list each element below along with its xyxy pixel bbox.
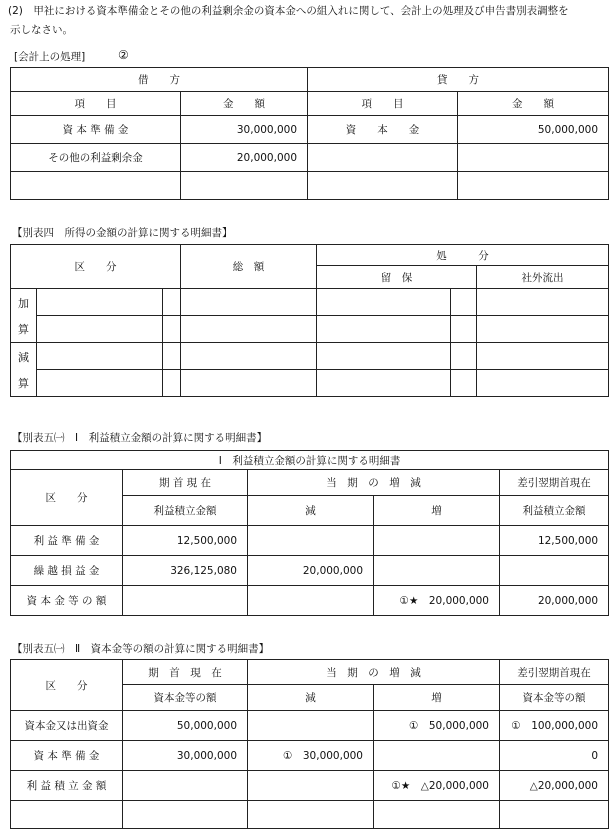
- cell: [181, 289, 317, 316]
- answer-mark: ②: [118, 48, 129, 62]
- cell: [248, 801, 374, 829]
- kubun-header: 区 分: [11, 660, 123, 711]
- table-row: [11, 116, 609, 144]
- debit-amount-header: 金 額: [181, 92, 308, 116]
- cell: [317, 316, 451, 343]
- begin-header-1: 期 首 現 在: [123, 470, 248, 496]
- decrease-header: 減: [248, 496, 374, 526]
- debit-item-header: 項 目: [11, 92, 181, 116]
- change-header: 当 期 の 増 減: [248, 660, 500, 685]
- cell: [163, 316, 181, 343]
- cell: 50,000,000: [458, 116, 609, 144]
- cell: 繰 越 損 益 金: [11, 556, 123, 586]
- cell: [181, 343, 317, 370]
- begin-header-1: 期 首 現 在: [123, 660, 248, 685]
- question-line-2: 示しなさい。: [10, 24, 73, 36]
- cell: [37, 289, 163, 316]
- cell: 12,500,000: [500, 526, 609, 556]
- cell: [451, 343, 477, 370]
- cell: 資 本 金: [308, 116, 458, 144]
- cell: [248, 711, 374, 741]
- cell: [248, 771, 374, 801]
- cell: [317, 289, 451, 316]
- ka-char-1: 加: [18, 296, 29, 310]
- increase-header: 増: [374, 685, 500, 711]
- cell: 0: [500, 741, 609, 771]
- cell: [11, 801, 123, 829]
- question-line-1: (2) 甲社における資本準備金とその他の利益剰余金の資本金への組入れに関して、会計上の処理及び申告書別表調整を: [8, 5, 569, 17]
- ryuho-header: 留 保: [317, 266, 477, 289]
- kubun-header: 区 分: [11, 245, 181, 289]
- cell: △20,000,000: [500, 771, 609, 801]
- cell: [500, 801, 609, 829]
- cell: [477, 343, 609, 370]
- accounting-table: [10, 67, 609, 200]
- cell: 30,000,000: [123, 741, 248, 771]
- cell: 資 本 準 備 金: [11, 116, 181, 144]
- end-header-2: 利益積立金額: [500, 496, 609, 526]
- cell: [123, 771, 248, 801]
- change-header: 当 期 の 増 減: [248, 470, 500, 496]
- cell: [181, 172, 308, 200]
- cell: [374, 801, 500, 829]
- shagai-header: 社外流出: [477, 266, 609, 289]
- shobun-header: 処 分: [317, 245, 609, 266]
- cell: [248, 586, 374, 616]
- cell: 50,000,000: [123, 711, 248, 741]
- table-row: [11, 343, 609, 370]
- cell: 12,500,000: [123, 526, 248, 556]
- cell: [248, 526, 374, 556]
- end-header-1: 差引翌期首現在: [500, 470, 609, 496]
- table-row: [11, 526, 609, 556]
- gen-char-1: 減: [18, 350, 29, 364]
- table-row: [11, 289, 609, 316]
- cell: [451, 289, 477, 316]
- cell: [317, 370, 451, 397]
- cell: [308, 144, 458, 172]
- cell: [37, 370, 163, 397]
- cell: [458, 144, 609, 172]
- cell: [163, 370, 181, 397]
- beppyo5-2-label: 【別表五㈠ Ⅱ 資本金等の額の計算に関する明細書】: [12, 643, 270, 655]
- cell: [123, 586, 248, 616]
- cell: [317, 343, 451, 370]
- credit-amount-header: 金 額: [458, 92, 609, 116]
- table-row: [11, 741, 609, 771]
- accounting-label: [会計上の処理]: [14, 51, 86, 63]
- cell: ①★ △20,000,000: [374, 771, 500, 801]
- cell: [500, 556, 609, 586]
- cell: [451, 316, 477, 343]
- cell: 利 益 準 備 金: [11, 526, 123, 556]
- table-row: [11, 801, 609, 829]
- cell: 20,000,000: [500, 586, 609, 616]
- kubun-header: 区 分: [11, 470, 123, 526]
- ka-char-2: 算: [18, 322, 29, 336]
- decrease-header: 減: [248, 685, 374, 711]
- cell: [374, 526, 500, 556]
- cell: [163, 343, 181, 370]
- cell: [37, 343, 163, 370]
- cell: ① 30,000,000: [248, 741, 374, 771]
- cell: 資本金又は出資金: [11, 711, 123, 741]
- table-row: [11, 172, 609, 200]
- cell: 20,000,000: [181, 144, 308, 172]
- credit-header: 貸 方: [308, 68, 609, 92]
- gen-char-2: 算: [18, 376, 29, 390]
- beppyo5-1-label: 【別表五㈠ Ⅰ 利益積立金額の計算に関する明細書】: [12, 432, 268, 444]
- table-row: [11, 556, 609, 586]
- cell: 利 益 積 立 金 額: [11, 771, 123, 801]
- cell: 20,000,000: [248, 556, 374, 586]
- debit-header: 借 方: [11, 68, 308, 92]
- ka-label: [11, 289, 37, 343]
- table-row: [11, 370, 609, 397]
- beppyo5-1-table: [10, 450, 609, 616]
- cell: ① 50,000,000: [374, 711, 500, 741]
- cell: [477, 289, 609, 316]
- beppyo5-2-table: [10, 659, 609, 829]
- table-row: [11, 586, 609, 616]
- end-header-2: 資本金等の額: [500, 685, 609, 711]
- beppyo4-label: 【別表四 所得の金額の計算に関する明細書】: [12, 227, 233, 239]
- cell: 資 本 金 等 の 額: [11, 586, 123, 616]
- end-header-1: 差引翌期首現在: [500, 660, 609, 685]
- cell: ①★ 20,000,000: [374, 586, 500, 616]
- cell: 資 本 準 備 金: [11, 741, 123, 771]
- cell: ① 100,000,000: [500, 711, 609, 741]
- cell: [308, 172, 458, 200]
- cell: [458, 172, 609, 200]
- table-row: [11, 711, 609, 741]
- cell: [163, 289, 181, 316]
- cell: 30,000,000: [181, 116, 308, 144]
- cell: [374, 741, 500, 771]
- cell: [451, 370, 477, 397]
- beppyo4-table: [10, 244, 609, 397]
- cell: [11, 172, 181, 200]
- cell: [123, 801, 248, 829]
- credit-item-header: 項 目: [308, 92, 458, 116]
- cell: その他の利益剰余金: [11, 144, 181, 172]
- table-row: [11, 316, 609, 343]
- cell: [181, 316, 317, 343]
- begin-header-2: 資本金等の額: [123, 685, 248, 711]
- table-row: [11, 771, 609, 801]
- increase-header: 増: [374, 496, 500, 526]
- beppyo5-1-title: Ⅰ 利益積立金額の計算に関する明細書: [11, 451, 609, 470]
- table-row: [11, 144, 609, 172]
- cell: [477, 370, 609, 397]
- begin-header-2: 利益積立金額: [123, 496, 248, 526]
- cell: [181, 370, 317, 397]
- cell: [374, 556, 500, 586]
- cell: [37, 316, 163, 343]
- cell: [477, 316, 609, 343]
- gen-label: [11, 343, 37, 397]
- sogaku-header: 総 額: [181, 245, 317, 289]
- cell: 326,125,080: [123, 556, 248, 586]
